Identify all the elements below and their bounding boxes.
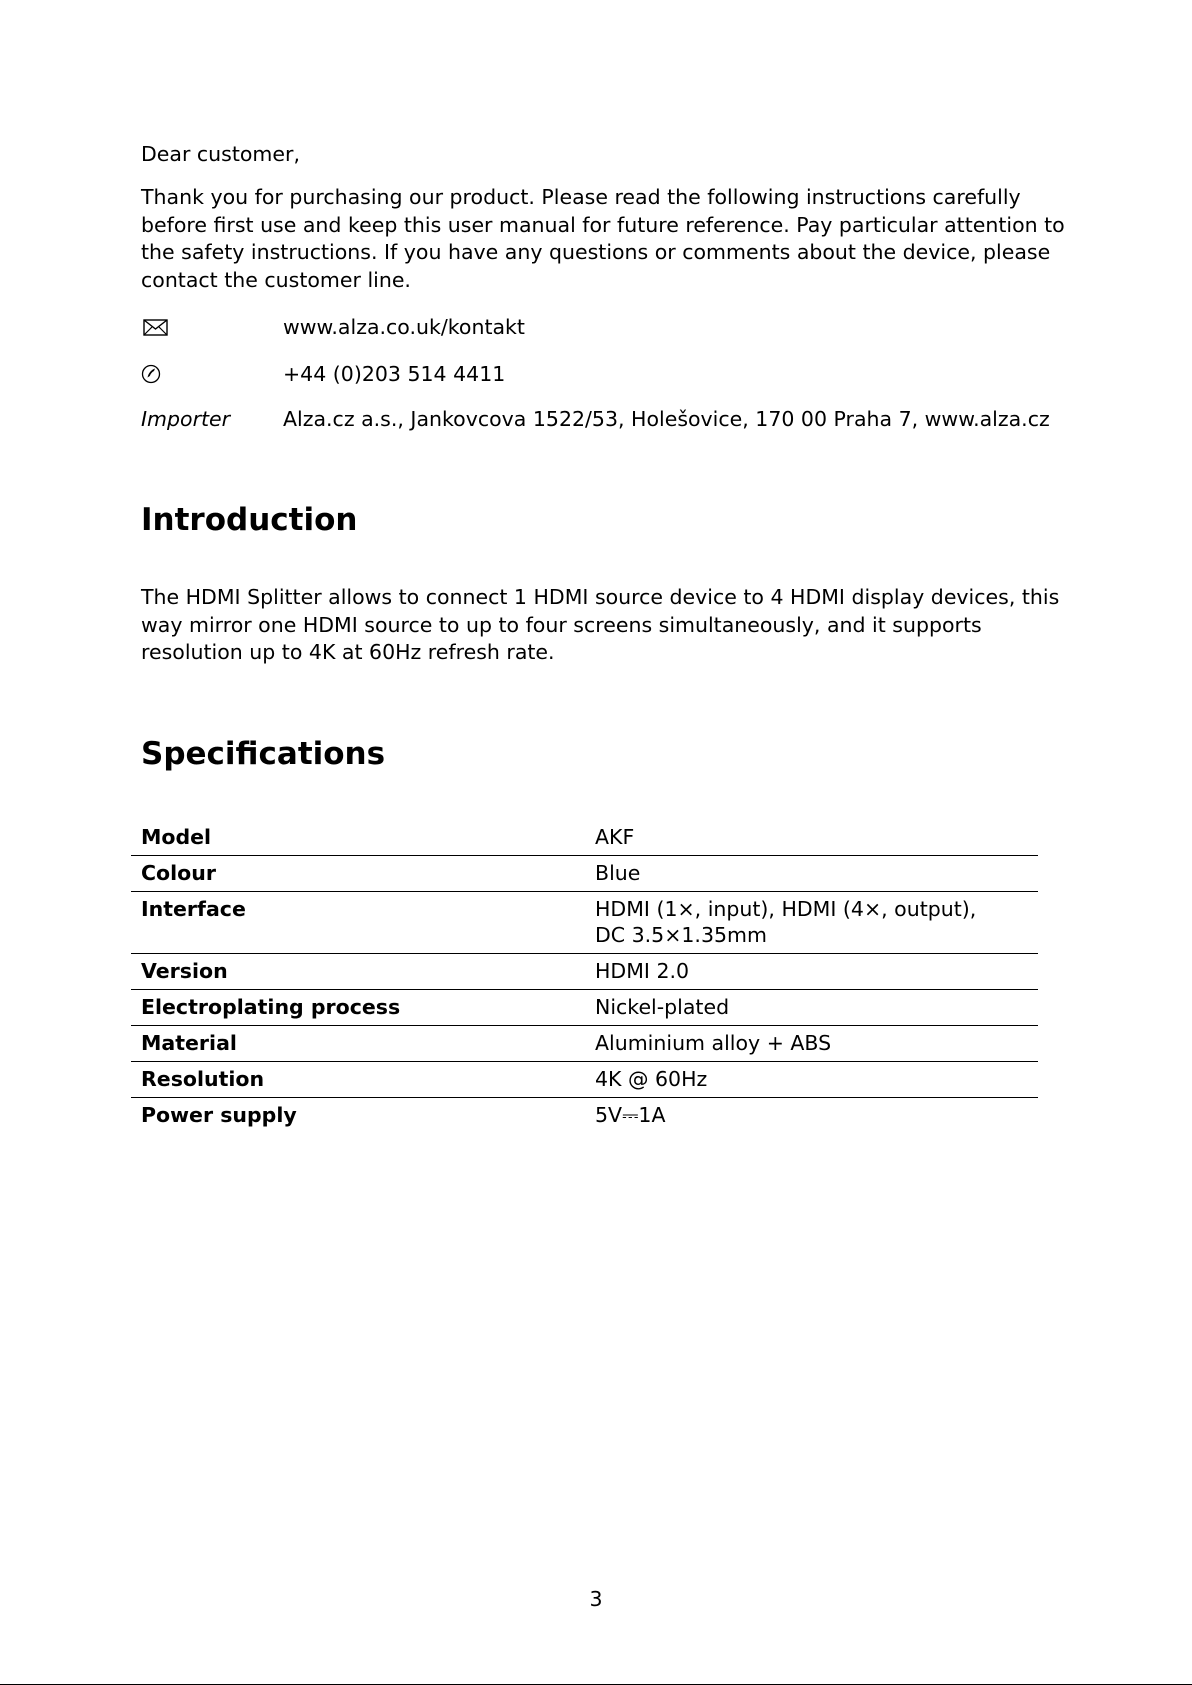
intro-line: before first use and keep this user manual for future reference. Pay particular attention to <box>141 212 1065 237</box>
spec-value <box>585 990 1038 1026</box>
intro-line: the safety instructions. If you have any questions or comments about the device, please <box>141 240 1051 264</box>
importer-address: Alza.cz a.s., Jankovcova 1522/53, Holešovice, 170 00 Praha 7, www.alza.cz <box>283 407 1050 431</box>
spec-label: Resolution <box>141 1067 265 1091</box>
introduction-paragraph <box>141 584 1061 667</box>
spec-value <box>585 1098 1038 1134</box>
spec-row-electroplating <box>131 990 1038 1026</box>
spec-value-line: 5V⎓1A <box>595 1103 666 1127</box>
spec-value <box>585 820 1038 856</box>
spec-value-line: HDMI (1×, input), HDMI (4×, output), <box>595 897 977 921</box>
introduction-line: way mirror one HDMI source to up to four screens simultaneously, and it supports <box>141 612 982 637</box>
spec-value <box>585 892 1038 954</box>
introduction-line: resolution up to 4K at 60Hz refresh rate. <box>141 640 555 664</box>
page-number: 3 <box>589 1587 603 1611</box>
spec-row-version <box>131 954 1038 990</box>
spec-label: Material <box>141 1031 237 1055</box>
intro-line: contact the customer line. <box>141 267 411 292</box>
spec-value-line: Blue <box>595 861 641 885</box>
telephone-icon <box>141 362 171 390</box>
introduction-line: The HDMI Splitter allows to connect 1 HDMI source device to 4 HDMI display devices, this <box>141 585 1060 609</box>
intro-line: Thank you for purchasing our product. Please read the following instructions carefully <box>141 185 1021 209</box>
spec-value <box>585 1026 1038 1062</box>
spec-row-colour <box>131 856 1038 892</box>
spec-row-power-supply <box>131 1098 1038 1134</box>
spec-value-line: 4K @ 60Hz <box>595 1067 708 1091</box>
spec-row-material <box>131 1026 1038 1062</box>
introduction-heading: Introduction <box>141 502 358 538</box>
spec-value-line: Aluminium alloy + ABS <box>595 1031 832 1055</box>
phone-number[interactable]: +44 (0)203 514 4411 <box>283 362 506 386</box>
spec-label: Power supply <box>141 1103 297 1127</box>
specifications-heading: Specifications <box>141 736 386 772</box>
importer-label: Importer <box>141 407 231 431</box>
spec-value <box>585 856 1038 892</box>
email-link[interactable]: www.alza.co.uk/kontakt <box>283 315 525 339</box>
spec-value <box>585 954 1038 990</box>
spec-row-resolution <box>131 1062 1038 1098</box>
spec-label: Electroplating process <box>141 995 401 1019</box>
spec-value-line: Nickel-plated <box>595 995 730 1019</box>
spec-value-line: DC 3.5×1.35mm <box>595 923 767 947</box>
spec-row-model <box>131 820 1038 856</box>
spec-row-interface <box>131 892 1038 954</box>
intro-paragraph <box>141 184 1065 294</box>
spec-value-line: HDMI 2.0 <box>595 959 690 983</box>
envelope-icon <box>141 315 171 343</box>
specifications-table <box>131 820 1038 1133</box>
spec-value-line: AKF <box>595 825 635 849</box>
spec-label: Colour <box>141 861 216 885</box>
spec-label: Model <box>141 825 212 849</box>
spec-label: Version <box>141 959 228 983</box>
spec-value <box>585 1062 1038 1098</box>
spec-label: Interface <box>141 897 246 921</box>
greeting: Dear customer, <box>141 142 300 166</box>
